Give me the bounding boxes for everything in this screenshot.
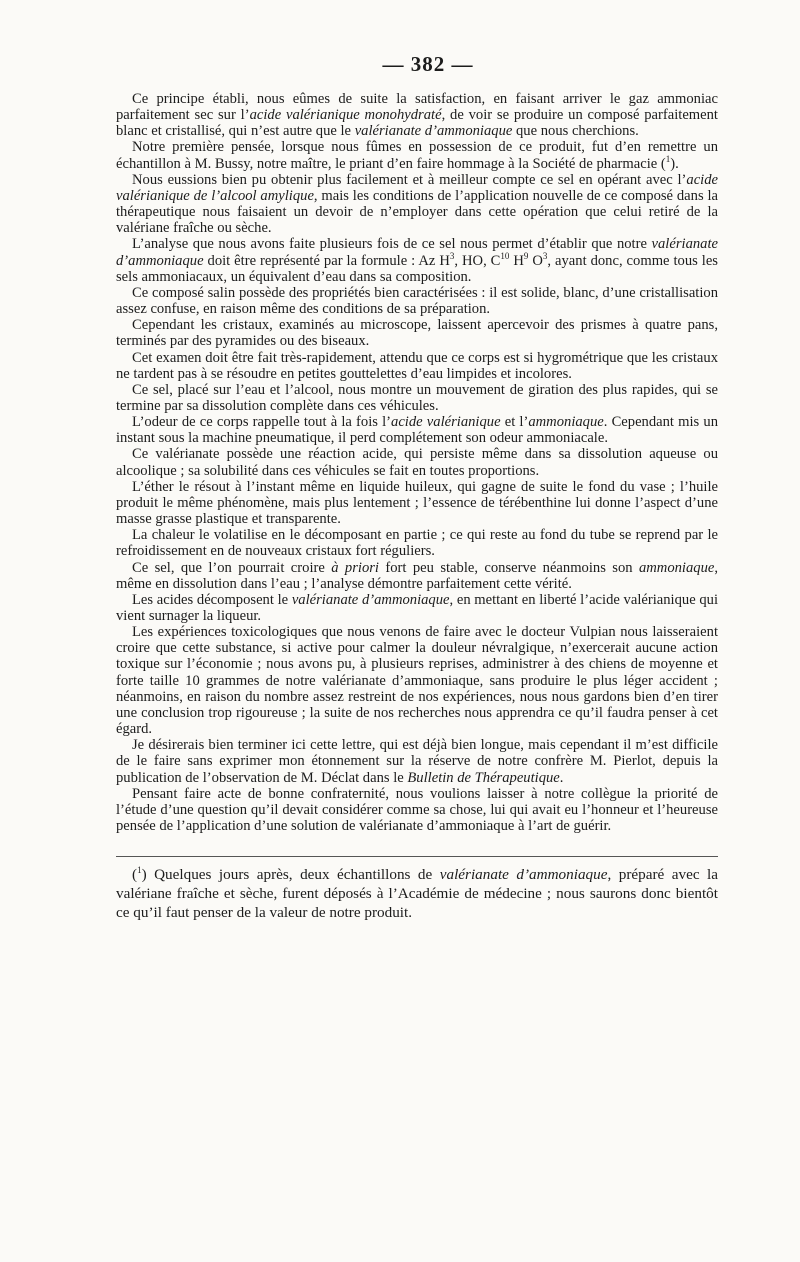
superscript: 9 (523, 250, 529, 261)
text-run: et l’ (500, 414, 529, 431)
text-run: Ce composé salin possède des propriétés bien caractérisées : il est solide, blanc, d’une cristallisation assez confuse, en raison même des conditions de sa préparation. (116, 284, 718, 318)
paragraph (116, 624, 718, 737)
paragraph (116, 414, 718, 446)
text-run: , en mettant en liberté l’acide valérianique qui vient surnager la liqueur. (116, 591, 718, 624)
text-run: fort peu stable, conserve néanmoins son (379, 559, 639, 576)
italic-text: valérianate d’ammoniaque (439, 866, 608, 884)
italic-text: valérianate d’ammoniaque (116, 236, 718, 269)
text-run: , ayant donc, comme tous les sels ammoniacaux, un équivalent d’eau dans sa composition. (116, 252, 718, 285)
italic-text: Bulletin de Thérapeutique (407, 769, 560, 786)
text-run: Ce valérianate possède une réaction acide, qui persiste même dans sa dissolution aqueuse ou alcoolique ; sa solubilité dans ces véhicules se fait en toutes proportions. (116, 446, 718, 479)
text-run: Les acides décomposent le (132, 591, 292, 608)
text-run: , de voir se produire un composé parfaitement blanc et cristallisé, qui n’est autre que le (116, 107, 718, 140)
paragraph (116, 527, 718, 559)
paragraph (116, 382, 718, 414)
text-run: , mais les conditions de l’application nouvelle de ce composé dans la thérapeutique nous faisaient un devoir de n’employer dans cette opération que celui retiré de la valériane fraîche ou sèche. (116, 187, 718, 237)
paragraph (116, 737, 718, 785)
text-run: Nous eussions bien pu obtenir plus facilement et à meilleur compte ce sel en opérant avec l’ (132, 171, 687, 188)
superscript: 3 (542, 250, 548, 261)
superscript: 1 (137, 865, 142, 876)
paragraph (116, 139, 718, 171)
text-run: Je désirerais bien terminer ici cette lettre, qui est déjà bien longue, mais cependant il m’est difficile de le faire sans exprimer mon étonnement sur la réserve de notre confrère M. Pierlot, depuis la publication de l’observation de M. Déclat dans le (116, 737, 718, 786)
text-run: Pensant faire acte de bonne confraternité, nous voulions laisser à notre collègue la priorité de l’étude d’une question qu’il devait considérer comme sa chose, lui qui avait eu l’honneur et l’heureuse pensée de l’application d’une solution de valérianate d’ammoniaque à l’art de guérir. (116, 785, 718, 835)
text-run: que nous cherchions. (512, 123, 639, 140)
text-run: doit être représenté par la formule : Az H (203, 252, 450, 269)
superscript: 3 (449, 250, 455, 261)
paragraph (116, 317, 718, 349)
italic-text: valérianate d’ammoniaque (354, 123, 513, 140)
text-run: Ce principe établi, nous eûmes de suite la satisfaction, en faisant arriver le gaz ammoniac parfaitement sec sur l’ (116, 91, 718, 124)
text-run: L’odeur de ce corps rappelle tout à la fois l’ (132, 414, 392, 431)
text-run: H (509, 252, 524, 269)
paragraph (116, 786, 718, 834)
text-run: , préparé avec la valériane fraîche et sèche, furent déposés à l’Académie de médecine ; nous saurons donc bientôt ce qu’il faut penser de la valeur de notre produit. (116, 866, 718, 922)
text-run: L’analyse que nous avons faite plusieurs fois de ce sel nous permet d’établir que notre (132, 236, 652, 253)
paragraph (116, 172, 718, 237)
paragraph (116, 285, 718, 317)
text-run: Cet examen doit être fait très-rapidement, attendu que ce corps est si hygrométrique que les cristaux ne tardent pas à se résoudre en petites gouttelettes d’eau limpides et incolores. (116, 349, 718, 382)
text-run: ( (132, 866, 138, 884)
italic-text: à priori (331, 559, 379, 576)
italic-text: ammoniaque (638, 559, 715, 576)
text-run: Cependant les cristaux, examinés au microscope, laissent apercevoir des prismes à quatre pans, terminés par des pyramides ou des biseaux. (116, 317, 718, 350)
paragraph (116, 479, 718, 527)
text-run: L’éther le résout à l’instant même en liquide huileux, qui gagne de suite le fond du vase ; l’huile produit le même phénomène, mais plus lentement ; l’essence de térébenthine lui donne l’aspect d’une masse grasse plastique et transparente. (116, 478, 718, 528)
page-number: — 382 — (382, 52, 474, 76)
text-run: , HO, C (454, 252, 501, 269)
italic-text: acide valérianique monohydraté (249, 107, 442, 124)
superscript: 10 (500, 250, 510, 261)
italic-text: acide valérianique de l’alcool amylique (116, 171, 718, 204)
text-run: ). (670, 155, 679, 172)
text-run: Ce sel, que l’on pourrait croire (132, 559, 332, 576)
text-run: O (528, 252, 543, 269)
text-run: . (559, 769, 564, 786)
paragraph (116, 446, 718, 478)
paragraph (116, 91, 718, 139)
italic-text: ammoniaque (528, 414, 604, 431)
body-text (116, 91, 718, 834)
footnote-divider (116, 856, 718, 857)
text-run: Notre première pensée, lorsque nous fûmes en possession de ce produit, fut d’en remettre un échantillon à M. Bussy, notre maître, le priant d’en faire hommage à la Société de pharmacie ( (116, 139, 718, 172)
paragraph (116, 560, 718, 592)
text-run: ) Quelques jours après, deux échantillons de (141, 866, 440, 884)
text-run: . Cependant mis un instant sous la machine pneumatique, il perd complétement son odeur ammoniacale. (116, 414, 718, 447)
superscript: 1 (665, 153, 671, 164)
text-run: , même en dissolution dans l’eau ; l’analyse démontre parfaitement cette vérité. (116, 559, 719, 592)
italic-text: acide valérianique (391, 414, 501, 431)
paragraph (116, 350, 718, 382)
text-run: Ce sel, placé sur l’eau et l’alcool, nous montre un mouvement de giration des plus rapides, qui se termine par sa dissolution complète dans ces véhicules. (116, 381, 718, 414)
paragraph (116, 592, 718, 624)
text-run: Les expériences toxicologiques que nous venons de faire avec le docteur Vulpian nous laisseraient croire que cette substance, si active pour calmer la douleur névralgique, n’exercerait aucune action toxique sur l’économie ; nous avons pu, à plusieurs reprises, administrer à des chiens de moyenne et forte taille 10 grammes de notre valérianate d’ammoniaque, sans produire le plus léger accident ; néanmoins, en raison du nombre assez restreint de nos expériences, nous nous gardons bien d’en tirer une conclusion trop rigoureuse ; la suite de nos recherches nous apprendra ce qu’il faudra penser à cet égard. (116, 624, 718, 738)
text-run: La chaleur le volatilise en le décomposant en partie ; ce qui reste au fond du tube se reprend par le refroidissement en de nouveaux cristaux fort réguliers. (116, 527, 718, 560)
italic-text: valérianate d’ammoniaque (291, 591, 450, 608)
footnote-text (116, 865, 718, 922)
footnote (116, 865, 718, 922)
paragraph (116, 236, 718, 284)
